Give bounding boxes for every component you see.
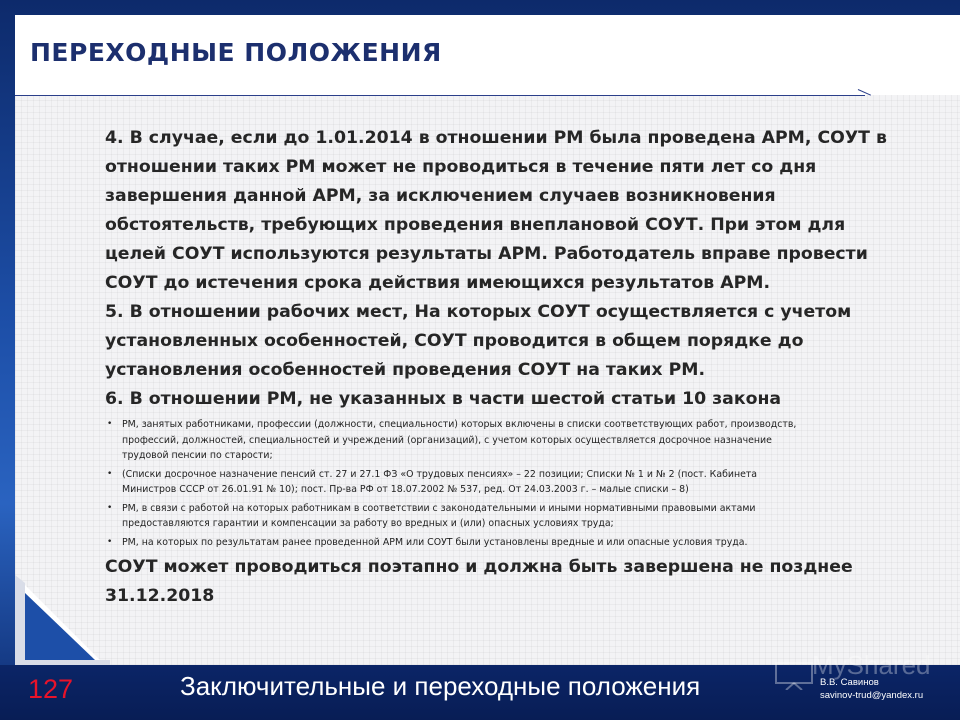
watermark-text: MyShared — [812, 650, 931, 680]
bullet-item: • РМ, на которых по результатам ранее проведенной АРМ или СОУТ были установлены вредные и или опасные условия труда. — [105, 535, 920, 551]
bullet-list — [105, 417, 920, 550]
author-name: В.В. Савинов — [820, 677, 879, 688]
bullet-item: • РМ, в связи с работой на которых работникам в соответствии с законодательными и иными нормативными правовыми актами предоставляются гарантии и компенсации за работу во вредных и (или) опасных условиях труда; — [105, 501, 920, 532]
title-underline — [15, 95, 865, 96]
slide-content — [105, 124, 920, 611]
conclusion-paragraph: СОУТ может проводиться поэтапно и должна быть завершена не позднее 31.12.2018 — [105, 557, 853, 606]
slide-title: ПЕРЕХОДНЫЕ ПОЛОЖЕНИЯ — [30, 38, 442, 67]
bullet-item: • РМ, занятых работниками, профессии (должности, специальности) которых включены в списки соответствующих работ, производств, профессий, должностей, специальностей и учреждений (организаций), с учетом которых осуществляется досрочное назначение трудовой пенсии по старости; — [105, 417, 920, 464]
footer-title: Заключительные и переходные положения — [180, 671, 701, 701]
paragraph-6: 6. В отношении РМ, не указанных в части шестой статьи 10 закона — [105, 389, 782, 409]
bullet-item: • (Списки досрочное назначение пенсий ст. 27 и 27.1 ФЗ «О трудовых пенсиях» – 22 позиции; Списки № 1 и № 2 (пост. Кабинета Министров СССР от 26.01.91 № 10); пост. Пр-ва РФ от 18.07.2002 № 537, ред. От 24.03.2003 г. – малые списки – 8) — [105, 467, 920, 498]
presentation-board-icon — [772, 660, 816, 690]
paragraph-5: 5. В отношении рабочих мест, На которых СОУТ осуществляется с учетом установленных особенностей, СОУТ проводится в общем порядке до установления особенностей проведения СОУТ на таких РМ. — [105, 302, 852, 380]
author-email: savinov-trud@yandex.ru — [820, 690, 924, 701]
paragraph-4: 4. В случае, если до 1.01.2014 в отношении РМ была проведена АРМ, СОУТ в отношении таких РМ может не проводиться в течение пяти лет со дня завершения данной АРМ, за исключением случаев возникновения обстоятельств, требующих проведения внеплановой СОУТ. При этом для целей СОУТ используются результаты АРМ. Работодатель вправе провести СОУТ до истечения срока действия имеющихся результатов АРМ. — [105, 128, 887, 293]
slide-number: 127 — [28, 674, 74, 704]
